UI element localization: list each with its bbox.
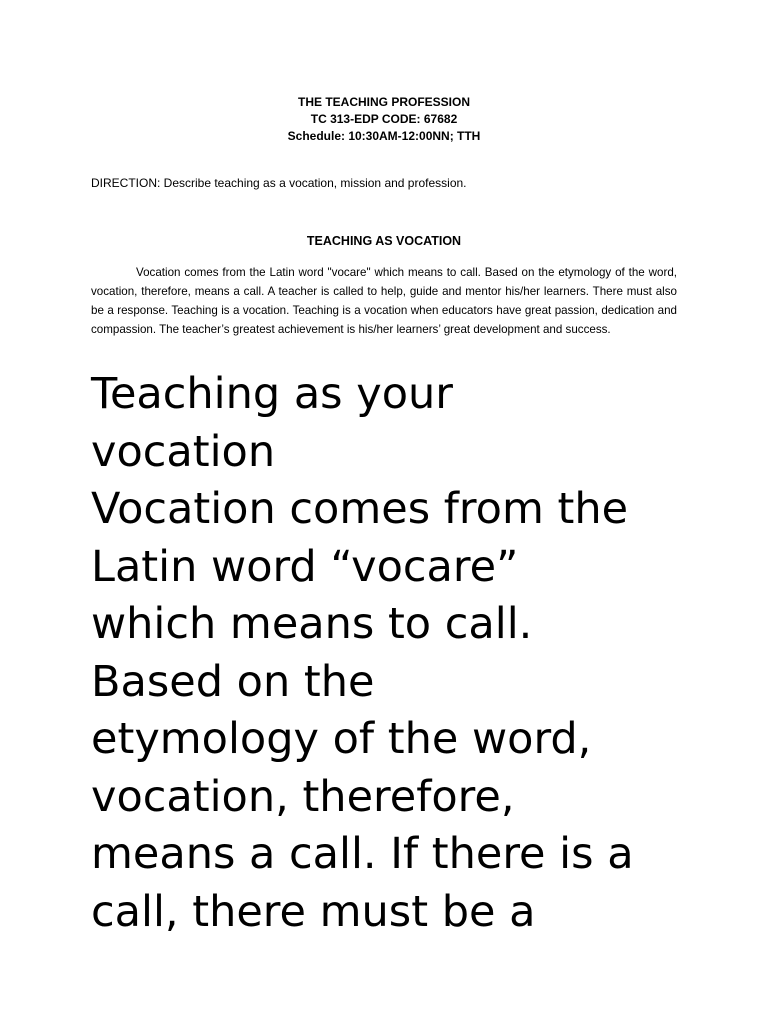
large-text-line: Based on the: [91, 656, 375, 707]
document-title: THE TEACHING PROFESSION: [297, 95, 470, 109]
large-text-line: vocation: [91, 426, 276, 477]
large-text-line: Vocation comes from the: [91, 484, 629, 534]
large-text-line: which means to call.: [91, 599, 533, 649]
document-header: [0, 94, 768, 145]
section-heading: TEACHING AS VOCATION: [306, 234, 462, 248]
course-schedule: Schedule: 10:30AM-12:00NN; TTH: [287, 129, 481, 143]
large-text-block: [91, 366, 731, 941]
large-text-line: means a call. If there is a: [91, 829, 634, 879]
large-text-line: Teaching as your: [91, 369, 453, 419]
large-text-line: etymology of the word,: [91, 714, 592, 764]
course-code: TC 313-EDP CODE: 67682: [310, 112, 458, 126]
large-text-line: vocation, therefore,: [91, 771, 515, 822]
section-paragraph: Vocation comes from the Latin word "vocare" which means to call. Based on the etymology of the word, vocation, therefore, means a call. A teacher is called to help, guide and mentor his/her learners. There must also be a response. Teaching is a vocation. Teaching is a vocation when educators have great passion, dedication and compassion. The teacher’s greatest achievement is his/her learners’ great development and success.: [91, 266, 677, 336]
large-text-line: call, there must be a: [91, 886, 536, 937]
direction-text: DIRECTION: Describe teaching as a vocation, mission and profession.: [91, 176, 467, 190]
large-text-line: Latin word “vocare”: [91, 541, 519, 592]
